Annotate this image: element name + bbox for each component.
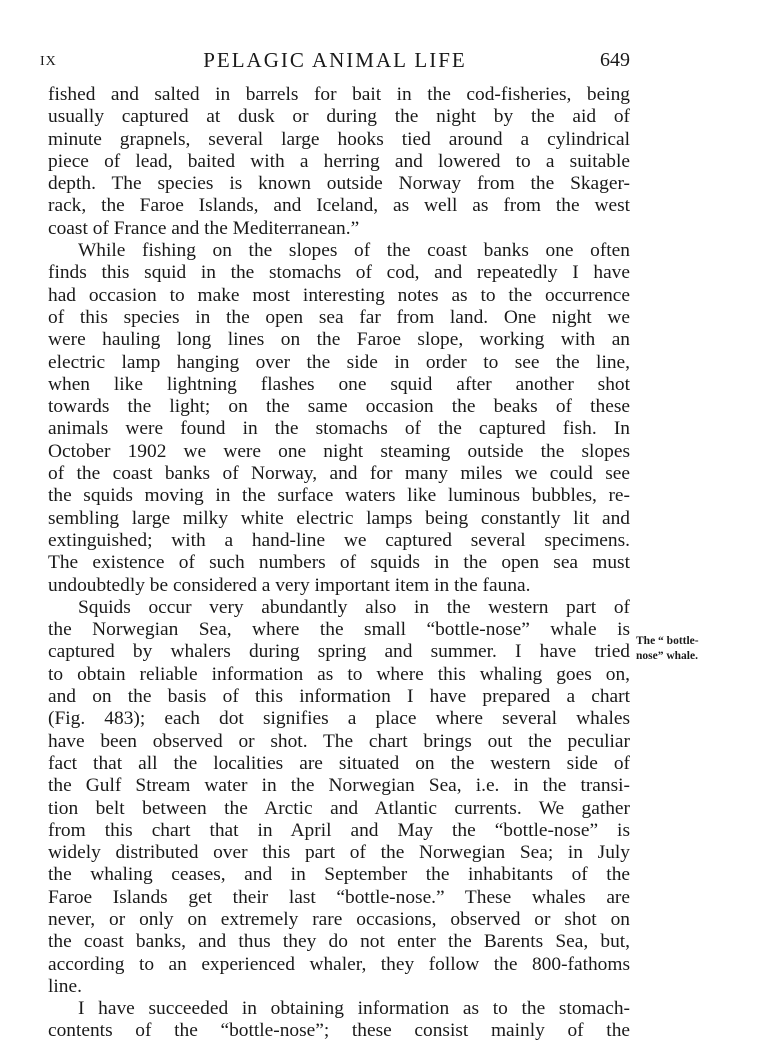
margin-note-line: nose” whale.: [636, 650, 698, 662]
text-line: depth. The species is known outside Norway from the Skager-: [48, 173, 630, 195]
text-line: according to an experienced whaler, they follow the 800-fathoms: [48, 953, 630, 975]
text-line: minute grapnels, several large hooks tied around a cylindrical: [48, 128, 630, 150]
text-line: of this species in the open sea far from land. One night we: [48, 306, 630, 328]
text-line: and on the basis of this information I have prepared a chart: [48, 686, 630, 708]
text-line: sembling large milky white electric lamps being constantly lit and: [48, 507, 630, 529]
text-line: I have succeeded in obtaining information as to the stomach-: [78, 998, 630, 1020]
text-line: towards the light; on the same occasion the beaks of these: [48, 396, 630, 418]
text-line: were hauling long lines on the Faroe slope, working with an: [48, 329, 630, 351]
text-line: (Fig. 483); each dot signifies a place where several whales: [48, 708, 630, 730]
text-line: never, or only on extremely rare occasions, observed or shot on: [48, 908, 630, 930]
text-line: coast of France and the Mediterranean.”: [48, 217, 360, 239]
text-line: animals were found in the stomachs of the captured fish. In: [48, 418, 630, 440]
text-line: contents of the “bottle-nose”; these consist mainly of the: [48, 1020, 630, 1042]
text-line: had occasion to make most interesting notes as to the occurrence: [48, 284, 630, 306]
text-line: piece of lead, baited with a herring and lowered to a suitable: [48, 150, 630, 172]
text-line: October 1902 we were one night steaming outside the slopes: [48, 440, 630, 462]
text-line: from this chart that in April and May the “bottle-nose” is: [48, 819, 630, 841]
text-line: undoubtedly be considered a very important item in the fauna.: [48, 574, 531, 596]
margin-note: [636, 634, 746, 664]
body-text: [48, 84, 630, 1043]
text-line: the Norwegian Sea, where the small “bottle-nose” whale is: [48, 619, 630, 641]
text-line: when like lightning flashes one squid after another shot: [48, 373, 630, 395]
text-line: Faroe Islands get their last “bottle-nose.” These whales are: [48, 886, 630, 908]
running-title: PELAGIC ANIMAL LIFE: [203, 48, 467, 72]
text-line: to obtain reliable information as to where this whaling goes on,: [48, 663, 630, 685]
text-line: captured by whalers during spring and summer. I have tried: [48, 641, 630, 663]
text-line: finds this squid in the stomachs of cod, and repeatedly I have: [48, 262, 630, 284]
text-line: electric lamp hanging over the side in order to see the line,: [48, 351, 630, 373]
chapter-number: IX: [40, 54, 57, 69]
text-line: tion belt between the Arctic and Atlantic currents. We gather: [48, 797, 630, 819]
text-line: the Gulf Stream water in the Norwegian Sea, i.e. in the transi-: [48, 775, 630, 797]
page-header: [40, 44, 630, 74]
text-line: the squids moving in the surface waters like luminous bubbles, re-: [48, 485, 630, 507]
text-line: widely distributed over this part of the Norwegian Sea; in July: [48, 842, 630, 864]
text-line: of the coast banks of Norway, and for many miles we could see: [48, 463, 630, 485]
text-line: Squids occur very abundantly also in the western part of: [78, 596, 630, 618]
text-line: line.: [48, 975, 82, 997]
text-line: The existence of such numbers of squids in the open sea must: [48, 552, 630, 574]
text-line: fished and salted in barrels for bait in the cod-fisheries, being: [48, 84, 630, 105]
text-line: have been observed or shot. The chart brings out the peculiar: [48, 730, 630, 752]
text-line: the whaling ceases, and in September the inhabitants of the: [48, 864, 630, 886]
text-line: usually captured at dusk or during the night by the aid of: [48, 106, 630, 128]
text-line: fact that all the localities are situated on the western side of: [48, 752, 630, 774]
page-number: 649: [600, 49, 630, 71]
text-line: rack, the Faroe Islands, and Iceland, as well as from the west: [48, 195, 630, 217]
text-line: extinguished; with a hand-line we captured several specimens.: [48, 529, 630, 551]
margin-note-line: The “ bottle-: [636, 635, 699, 647]
text-line: the coast banks, and thus they do not enter the Barents Sea, but,: [48, 931, 630, 953]
text-line: While fishing on the slopes of the coast banks one often: [78, 240, 630, 262]
